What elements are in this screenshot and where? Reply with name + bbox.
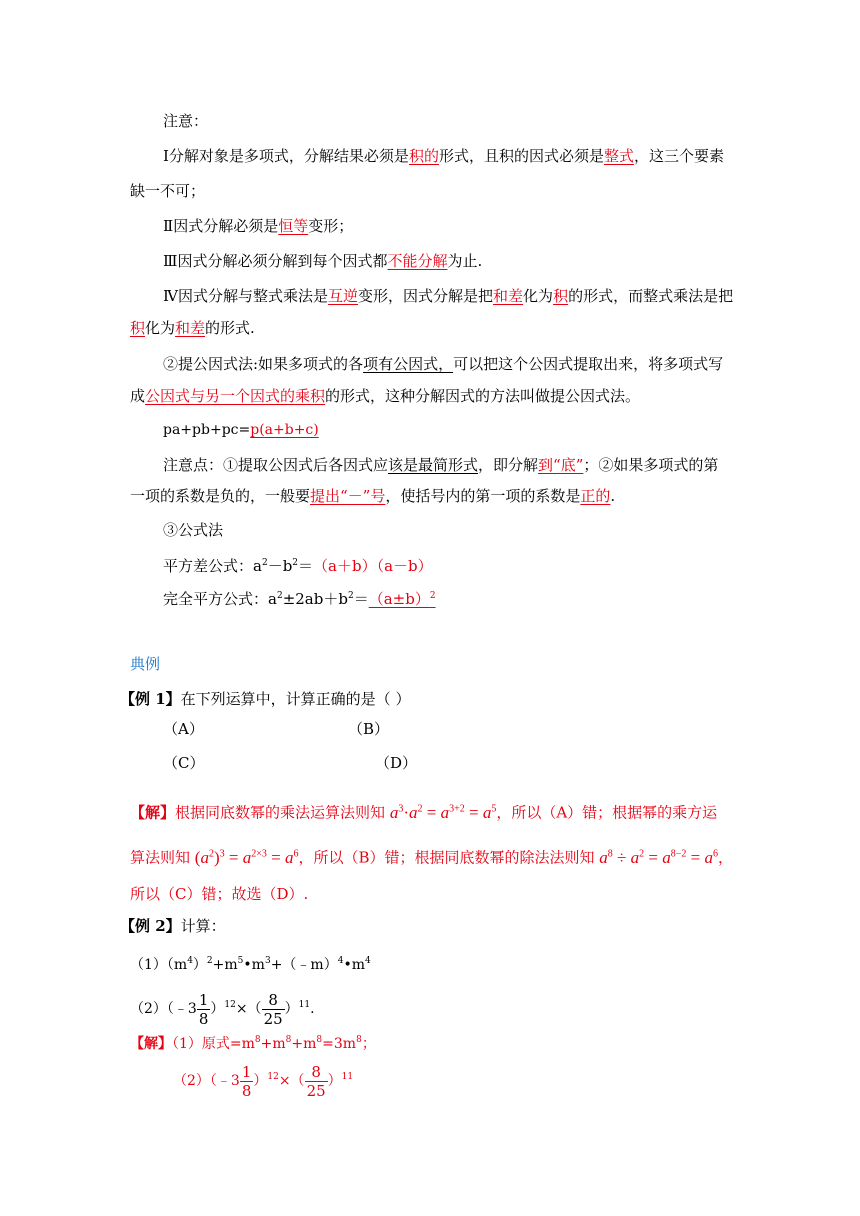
q2-part: ） [210, 1001, 225, 1017]
sol2-part: ） [327, 1073, 342, 1089]
q2-part: . [310, 1001, 315, 1017]
note-1-answer-polynomial: 整式 [603, 147, 634, 165]
sol2-part: ） [253, 1073, 268, 1089]
example-2-tag: 【例 2】 [120, 917, 181, 935]
note-1-text: Ⅰ分解对象是多项式，分解结果必须是 [163, 147, 409, 165]
sup: 2 [261, 558, 268, 568]
sup: 4 [187, 956, 193, 966]
q2-part: ×（ [235, 1001, 262, 1017]
examples-heading: 典例 [130, 655, 161, 673]
fraction-numerator: 1 [198, 990, 209, 1009]
sol2-part: （1）原式=m [172, 1036, 255, 1052]
example-1 [120, 689, 410, 709]
example-2 [120, 916, 226, 936]
solution-1-text-3: 算法则知 [130, 848, 191, 867]
sup: 8 [285, 1035, 292, 1045]
fraction-8-25 [305, 1063, 328, 1100]
point-answer-minus: 提出“－”号 [310, 487, 386, 505]
point-answer-bottom: 到“底” [538, 456, 584, 474]
extract-para-1 [163, 354, 723, 374]
sup: 11 [298, 1000, 311, 1010]
sup: 12 [224, 1000, 236, 1010]
perfect-square [163, 586, 436, 609]
option-a: （A） [163, 720, 204, 738]
fraction-denominator: 25 [263, 1009, 283, 1028]
extract-text-4: 的形式，这种分解因式的方法叫做提公因式法。 [325, 387, 641, 405]
solution-1-text-2: ，所以（A）错；根据幂的乘方运 [496, 803, 718, 822]
extract-underlined: 项有公因式， [363, 355, 454, 373]
difference-of-squares [163, 553, 433, 576]
example-1-question: 在下列运算中，计算正确的是（ ） [180, 690, 411, 708]
solution-1-text-5: ， [717, 848, 733, 867]
solution-1-math-2: $(a^2)^3 = a^{2\times 3} = a^6$ [194, 847, 299, 867]
sol2-part: （2）（﹣3 [173, 1073, 240, 1089]
extract-para-2 [130, 386, 640, 406]
note-4-answer-product-2: 积 [130, 319, 146, 337]
sup: 5 [237, 956, 244, 966]
option-c: （C） [163, 754, 205, 772]
perfect-answer-text: （a±b） [368, 590, 430, 608]
point-answer-positive: 正的 [580, 487, 611, 505]
note-3 [163, 251, 482, 271]
sup: 8 [254, 1035, 261, 1045]
extract-text: ②提公因式法:如果多项式的各 [163, 355, 364, 373]
point-text-5: ，使括号内的第一项的系数是 [385, 487, 581, 505]
extract-text-3: 成 [130, 387, 146, 405]
note-4-text-3: 化为 [523, 287, 554, 305]
note-4-cont [130, 318, 255, 338]
example-2-question: 计算： [180, 917, 226, 935]
note-1-text-3: ，这三个要素 [633, 147, 724, 165]
diff-label: 平方差公式：a [163, 557, 262, 575]
note-3-text-2: 为止. [447, 252, 483, 270]
sol2-part: =3m [322, 1036, 357, 1052]
q1-part: ） [192, 957, 207, 973]
solution-1-text: 根据同底数幂的乘法运算法则知 [175, 803, 386, 822]
sol2-part: +m [291, 1036, 317, 1052]
q1-part: +（﹣m） [270, 957, 338, 973]
formula-answer: p(a+b+c) [250, 422, 319, 438]
q1-part: •m [243, 957, 265, 973]
extract-formula [163, 420, 319, 440]
q1-part: （1）（m [130, 957, 188, 973]
note-4-text: Ⅳ因式分解与整式乘法是 [163, 287, 328, 305]
sup: 2 [206, 956, 213, 966]
extract-point-2 [130, 486, 615, 506]
solution-1-math-3: $a^8 \div a^2 = a^{8-2} = a^6$ [599, 847, 718, 867]
note-1-answer-product: 积的 [408, 147, 439, 165]
question-1 [130, 951, 371, 975]
q1-part: +m [212, 957, 238, 973]
note-4-answer-product: 积 [553, 287, 569, 305]
point-text: 注意点：①提取公因式后各因式应 [163, 456, 389, 474]
sup: 8 [356, 1035, 362, 1045]
point-text-3: ；②如果多项式的第 [583, 456, 719, 474]
sup: 12 [267, 1072, 279, 1082]
extract-text-2: 可以把这个公因式提取出来，将多项式写 [453, 355, 724, 373]
perfect-answer [369, 590, 436, 608]
note-1-text-2: 形式，且积的因式必须是 [438, 147, 604, 165]
question-2 [130, 983, 315, 1031]
point-text-6: . [610, 487, 616, 505]
note-2-text: Ⅱ因式分解必须是 [163, 217, 279, 235]
sup: 2 [347, 591, 354, 601]
solution-2-line-1 [130, 1030, 376, 1054]
note-1 [163, 146, 724, 166]
fraction-numerator: 8 [305, 1063, 328, 1082]
fraction-8-25 [262, 991, 285, 1028]
formula-method-title: ③公式法 [163, 521, 224, 539]
note-3-answer: 不能分解 [387, 252, 448, 270]
solution-2-line-2 [173, 1055, 353, 1103]
sup: 11 [341, 1072, 354, 1082]
fraction-denominator: 8 [241, 1081, 252, 1100]
point-underlined: 该是最简形式 [388, 456, 479, 474]
q1-part: •m [343, 957, 365, 973]
sup: 4 [364, 956, 371, 966]
fraction-denominator: 8 [198, 1009, 209, 1028]
diff-answer: （a＋b）（a－b） [313, 557, 433, 575]
sol2-part: ×（ [278, 1073, 305, 1089]
notes-heading: 注意： [163, 112, 209, 130]
perfect-eq: ＝ [353, 590, 369, 608]
sup: 8 [316, 1035, 323, 1045]
solution-1-text-4: ，所以（B）错；根据同底数幂的除法法则知 [298, 848, 595, 867]
note-4-answer-sum-2: 和差 [175, 319, 206, 337]
sup: 3 [264, 956, 271, 966]
solution-1-line-1 [130, 797, 717, 825]
sup: 2 [429, 591, 436, 601]
sol2-part: ； [361, 1036, 376, 1052]
extract-answer: 公因式与另一个因式的乘积 [145, 387, 326, 405]
formula-left: pa+pb+pc= [163, 422, 251, 438]
note-4-answer-inverse: 互逆 [328, 287, 359, 305]
note-2-text-2: 变形； [308, 217, 354, 235]
note-4-answer-sum: 和差 [493, 287, 524, 305]
note-4-text-5: 化为 [145, 319, 176, 337]
solution-1-line-3: 所以（C）错；故选（D）. [130, 885, 309, 903]
note-1-cont: 缺一不可； [130, 182, 206, 200]
fraction-1-8 [197, 991, 211, 1028]
sup: 4 [337, 956, 344, 966]
point-text-4: 一项的系数是负的，一般要 [130, 487, 311, 505]
diff-eq: ＝ [298, 557, 314, 575]
sup: 2 [292, 558, 299, 568]
point-text-2: ，即分解 [478, 456, 539, 474]
option-b: （B） [348, 720, 390, 738]
q2-part: （2）（﹣3 [130, 1001, 197, 1017]
note-4 [163, 286, 733, 306]
fraction-1-8 [240, 1063, 254, 1100]
option-d: （D） [375, 754, 418, 772]
example-1-tag: 【例 1】 [120, 690, 181, 708]
note-4-text-6: 的形式. [205, 319, 255, 337]
solution-2-tag: 【解】 [130, 1036, 172, 1052]
perfect-label: 完全平方公式：a [163, 590, 277, 608]
note-3-text: Ⅲ因式分解必须分解到每个因式都 [163, 252, 388, 270]
note-4-text-4: 的形式，而整式乘法是把 [568, 287, 734, 305]
diff-mid: －b [267, 557, 293, 575]
fraction-denominator: 25 [306, 1081, 326, 1100]
solution-1-math-1: $a^3\cdot a^2 = a^{3+2} = a^5$ [389, 802, 497, 822]
note-4-text-2: 变形，因式分解是把 [358, 287, 494, 305]
note-2 [163, 216, 353, 236]
fraction-numerator: 1 [241, 1062, 252, 1081]
solution-1-line-2 [130, 842, 733, 870]
perfect-mid: ±2ab＋b [282, 590, 348, 608]
q2-part: ） [284, 1001, 299, 1017]
solution-1-tag: 【解】 [130, 803, 176, 822]
sol2-part: +m [260, 1036, 286, 1052]
fraction-numerator: 8 [262, 991, 285, 1010]
sup: 2 [276, 591, 283, 601]
extract-point-1 [163, 455, 718, 475]
note-2-answer: 恒等 [278, 217, 309, 235]
